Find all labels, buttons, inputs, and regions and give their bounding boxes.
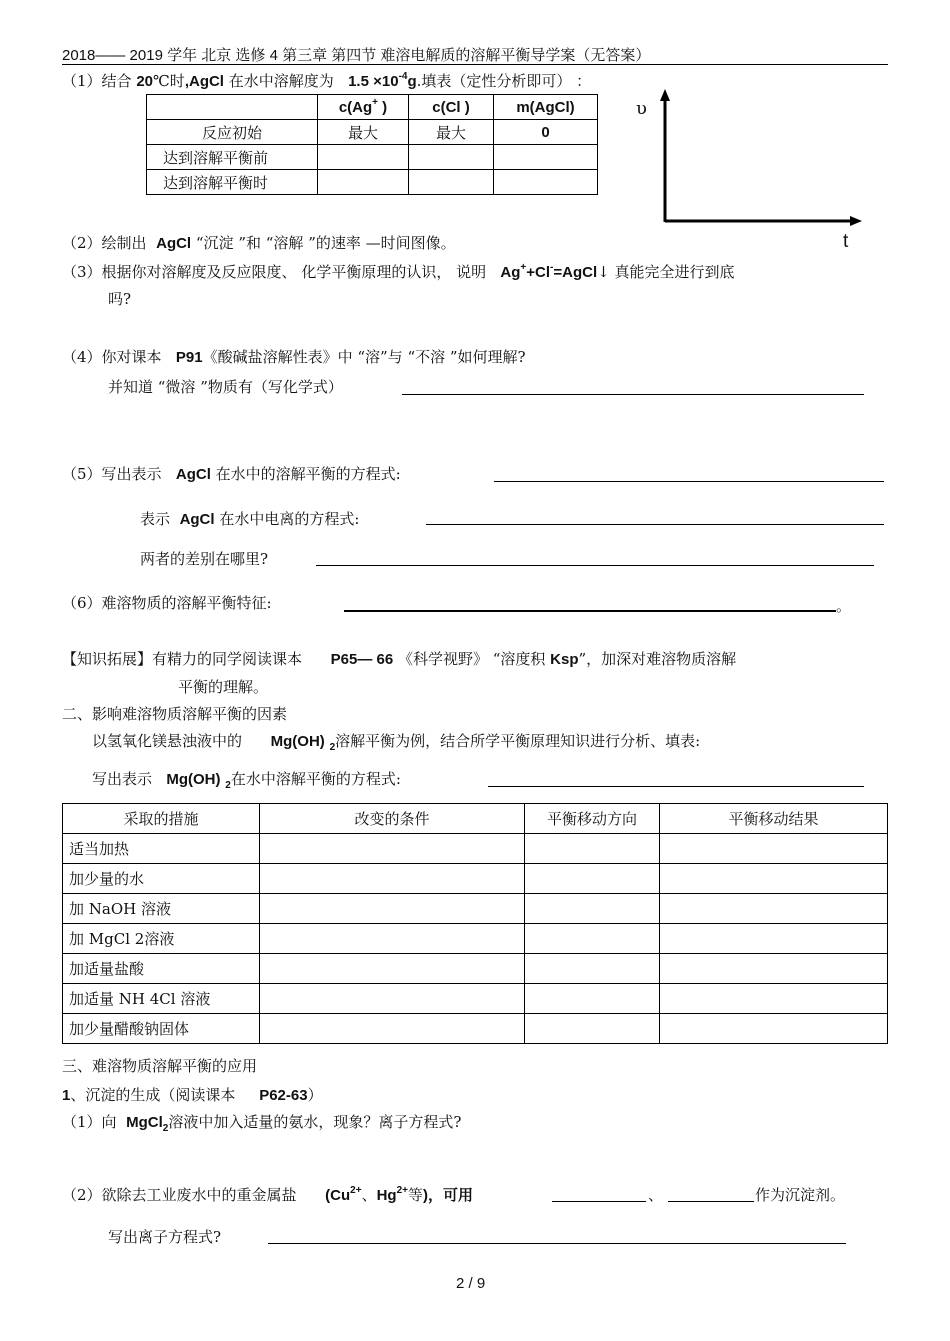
q5-line-2 — [140, 508, 359, 529]
table-cell: 加 NaOH 溶液 — [63, 894, 260, 924]
table-row — [63, 984, 888, 1014]
table-cell[interactable] — [660, 864, 888, 894]
table-cell[interactable] — [409, 145, 494, 170]
section-2-equation-prompt — [92, 768, 401, 789]
sec3-q2-blank-3[interactable] — [268, 1243, 846, 1244]
q3-text-a: 根据你对溶解度及反应限度、 化学平衡原理的认识， 说明 — [101, 263, 487, 281]
table-header-cell: 平衡移动方向 — [525, 804, 660, 834]
table-header-cell: 改变的条件 — [260, 804, 525, 834]
sec3-q2-text-c: 等 — [408, 1186, 424, 1204]
sec2-text-d: 在水中溶解平衡的方程式: — [230, 770, 401, 788]
table-cell: 加少量的水 — [63, 864, 260, 894]
sec3-q2-text-d: )，可用 — [423, 1187, 474, 1204]
sec3-q2-end: 作为沉淀剂。 — [755, 1186, 846, 1204]
q1-line — [62, 70, 591, 91]
ag-charge: + — [372, 96, 378, 108]
sec2-sub: 2 — [329, 742, 336, 753]
section-3-sub-1 — [62, 1084, 323, 1105]
sec3-q2-cu: (Cu — [325, 1187, 351, 1204]
sec3-q1-line — [62, 1111, 461, 1132]
table-cell[interactable] — [260, 1014, 525, 1044]
extension-line-2: 平衡的理解。 — [178, 678, 269, 696]
q1-temp: 20 — [136, 73, 154, 90]
q3-cl-charge: - — [550, 262, 554, 273]
table-cell[interactable] — [525, 924, 660, 954]
q2-number: （2） — [62, 234, 102, 252]
table-cell[interactable] — [494, 145, 598, 170]
sec3-q2-number: （2） — [62, 1186, 102, 1204]
table-cell[interactable] — [260, 984, 525, 1014]
section-2-intro — [92, 730, 700, 751]
sec3-q2-cu-charge: 2+ — [350, 1185, 362, 1196]
table-row — [147, 170, 598, 195]
q6-end: 。 — [836, 597, 852, 615]
sec2-mgoh-2: Mg(OH) — [166, 771, 221, 788]
graph-x-label: t — [843, 231, 849, 252]
q4-text-a: 你对课本 — [101, 348, 162, 366]
table-cell[interactable] — [525, 894, 660, 924]
sec3-q2-hg-charge: 2+ — [396, 1185, 408, 1196]
table-cell: 达到溶解平衡时 — [147, 170, 318, 195]
table-cell: 适当加热 — [63, 834, 260, 864]
q5-text-a: 写出表示 — [101, 465, 162, 483]
q2-text-b: “沉淀 ”和 “溶解 ”的速率 —时间图像。 — [195, 234, 456, 252]
table-header-row — [147, 95, 598, 120]
ext-ksp: Ksp — [550, 651, 579, 668]
table-header-cell: 平衡移动结果 — [660, 804, 888, 834]
table-cell[interactable] — [660, 984, 888, 1014]
header-divider — [62, 64, 888, 65]
table-cell[interactable] — [318, 170, 409, 195]
q1-number: （1） — [62, 72, 102, 90]
table-cell[interactable] — [525, 834, 660, 864]
sec3-q2-sep: 、 — [361, 1186, 377, 1204]
q3-ag-charge: + — [520, 262, 527, 273]
table-header-cell: c(Ag+ ) — [318, 95, 409, 120]
table-row — [63, 954, 888, 984]
q5-answer-blank-3[interactable] — [316, 565, 874, 566]
sec3-q1-number: （1） — [62, 1113, 102, 1131]
table-cell[interactable] — [660, 1014, 888, 1044]
q1-exponent: -4 — [398, 71, 408, 82]
table-cell[interactable] — [260, 894, 525, 924]
table-header-cell: 采取的措施 — [63, 804, 260, 834]
q3-cl: +Cl — [526, 264, 551, 281]
ext-text-a: 【知识拓展】有精力的同学阅读课本 — [62, 650, 303, 668]
table-cell[interactable] — [494, 170, 598, 195]
table-cell[interactable] — [660, 924, 888, 954]
page-number: 2 / 9 — [456, 1275, 486, 1292]
q4-line-2: 并知道 “微溶 ”物质有（写化学式） — [108, 378, 343, 396]
q5-number: （5） — [62, 465, 102, 483]
table-cell[interactable] — [260, 834, 525, 864]
table-header-cell: c(Cl ) — [409, 95, 494, 120]
sec2-text-b: 溶解平衡为例，结合所学平衡原理知识进行分析、填表: — [335, 732, 701, 750]
sec3-q2-blank-2[interactable] — [668, 1201, 754, 1202]
sec2-sub-2: 2 — [225, 780, 231, 791]
table-cell: 最大 — [318, 120, 409, 145]
q5-answer-blank-2[interactable] — [426, 524, 884, 525]
q6-number: （6） — [62, 594, 102, 612]
table-cell: 0 — [494, 120, 598, 145]
y-axis-arrow-icon — [660, 89, 670, 101]
q3-line — [62, 261, 734, 282]
table-cell[interactable] — [660, 894, 888, 924]
q5-text-b: 在水中的溶解平衡的方程式: — [215, 465, 401, 483]
sec2-text-c: 写出表示 — [92, 770, 153, 788]
table-cell: 达到溶解平衡前 — [147, 145, 318, 170]
sec3-q2-line — [62, 1184, 473, 1205]
table-cell[interactable] — [260, 924, 525, 954]
sec3-s1-number: 1 — [62, 1087, 71, 1104]
q1-text-a: 结合 — [101, 72, 132, 90]
ag-label: c(Ag — [338, 98, 373, 116]
q5-answer-blank-1[interactable] — [494, 481, 884, 482]
table-row — [63, 1014, 888, 1044]
q5-line-3: 两者的差别在哪里? — [140, 550, 269, 568]
q4-number: （4） — [62, 348, 102, 366]
sec3-s1-page: P62-63 — [259, 1087, 308, 1104]
q3-text-b: ↓ 真能完全进行到底 — [597, 263, 735, 281]
q4-line — [62, 346, 526, 367]
section-2-title: 二、影响难溶物质溶解平衡的因素 — [62, 705, 288, 723]
ext-page: P65— 66 — [330, 651, 394, 668]
section-3-title: 三、难溶物质溶解平衡的应用 — [62, 1057, 258, 1075]
q6-line — [62, 592, 272, 613]
table-cell: 反应初始 — [147, 120, 318, 145]
sec3-q2-prompt: 写出离子方程式? — [108, 1228, 222, 1246]
q1-text-d: .填表（定性分析即可） ： — [416, 72, 592, 90]
q6-answer-blank[interactable] — [344, 610, 836, 612]
sec3-s1-end: ） — [307, 1086, 323, 1104]
page-header: 2018—— 2019 学年 北京 选修 4 第三章 第四节 难溶电解质的溶解平衡导学案（无答案） — [62, 47, 651, 64]
sec3-s1-text: 、沉淀的生成（阅读课本 — [70, 1086, 236, 1104]
table-cell[interactable] — [660, 834, 888, 864]
table-row — [63, 894, 888, 924]
q3-agcl: =AgCl — [553, 264, 598, 281]
ext-text-b: 《科学视野》 “溶度积 — [397, 650, 546, 668]
q3-line-2: 吗? — [108, 290, 132, 308]
sec2-mgoh: Mg(OH) — [270, 733, 325, 750]
table-cell[interactable] — [525, 864, 660, 894]
table-row — [63, 924, 888, 954]
table-header-cell — [147, 95, 318, 120]
table-row — [147, 120, 598, 145]
q6-text-a: 难溶物质的溶解平衡特征: — [101, 594, 272, 612]
q1-text-b: ℃时 — [153, 72, 185, 90]
sec3-q1-sub: 2 — [162, 1123, 169, 1134]
table-cell: 加适量 NH 4Cl 溶液 — [63, 984, 260, 1014]
q4-answer-blank[interactable] — [402, 394, 864, 395]
q4-text-b: 《酸碱盐溶解性表》中 “溶”与 “不溶 ”如何理解? — [202, 348, 526, 366]
q5-line — [62, 463, 401, 484]
sec2-text-a: 以氢氧化镁悬浊液中的 — [92, 732, 243, 750]
table-cell[interactable] — [525, 984, 660, 1014]
table-cell[interactable] — [525, 1014, 660, 1044]
table-header-row — [63, 804, 888, 834]
sec3-q1-text-a: 向 — [101, 1113, 117, 1131]
table-row — [147, 145, 598, 170]
agcl-table — [146, 94, 598, 195]
q2-agcl: AgCl — [156, 235, 192, 252]
q1-agcl: ,AgCl — [184, 73, 224, 90]
table-row — [63, 864, 888, 894]
table-cell: 最大 — [409, 120, 494, 145]
q5-text-c: 表示 — [140, 510, 171, 528]
x-axis-arrow-icon — [850, 216, 862, 226]
extension-line — [62, 648, 736, 669]
q4-page: P91 — [175, 349, 203, 366]
table-cell[interactable] — [409, 170, 494, 195]
table-cell: 加适量盐酸 — [63, 954, 260, 984]
sec3-q2-blank-1[interactable] — [552, 1201, 646, 1202]
sec3-q2-hg: Hg — [376, 1187, 397, 1204]
q5-agcl-2: AgCl — [179, 511, 215, 528]
graph-y-label: υ — [636, 98, 647, 119]
q1-value: 1.5 ×10 — [348, 73, 399, 90]
table-cell[interactable] — [660, 954, 888, 984]
table-cell: 加 MgCl 2溶液 — [63, 924, 260, 954]
rate-time-graph — [630, 85, 870, 235]
q5-text-d: 在水中电离的方程式: — [219, 510, 360, 528]
sec3-q1-text-b: 溶液中加入适量的氨水，现象？离子方程式? — [168, 1113, 462, 1131]
sec3-q2-sep-2: 、 — [648, 1186, 664, 1204]
ext-text-c: ”，加深对难溶物质溶解 — [578, 650, 737, 668]
q3-ag: Ag — [500, 264, 521, 281]
q5-agcl: AgCl — [175, 466, 211, 483]
table-row — [63, 834, 888, 864]
table-cell[interactable] — [260, 864, 525, 894]
sec3-q2-text-a: 欲除去工业废水中的重金属盐 — [101, 1186, 297, 1204]
table-header-cell: m(AgCl) — [494, 95, 598, 120]
table-cell[interactable] — [260, 954, 525, 984]
sec3-q1-mgcl: MgCl — [126, 1114, 163, 1131]
mgoh-factor-table — [62, 803, 888, 1044]
q2-text-a: 绘制出 — [101, 234, 147, 252]
q1-unit: g — [407, 73, 417, 90]
table-cell: 加少量醋酸钠固体 — [63, 1014, 260, 1044]
q1-text-c: 在水中溶解度为 — [228, 72, 334, 90]
sec2-answer-blank[interactable] — [488, 786, 864, 787]
table-cell[interactable] — [525, 954, 660, 984]
table-cell[interactable] — [318, 145, 409, 170]
q2-line — [62, 232, 456, 253]
q3-number: （3） — [62, 263, 102, 281]
